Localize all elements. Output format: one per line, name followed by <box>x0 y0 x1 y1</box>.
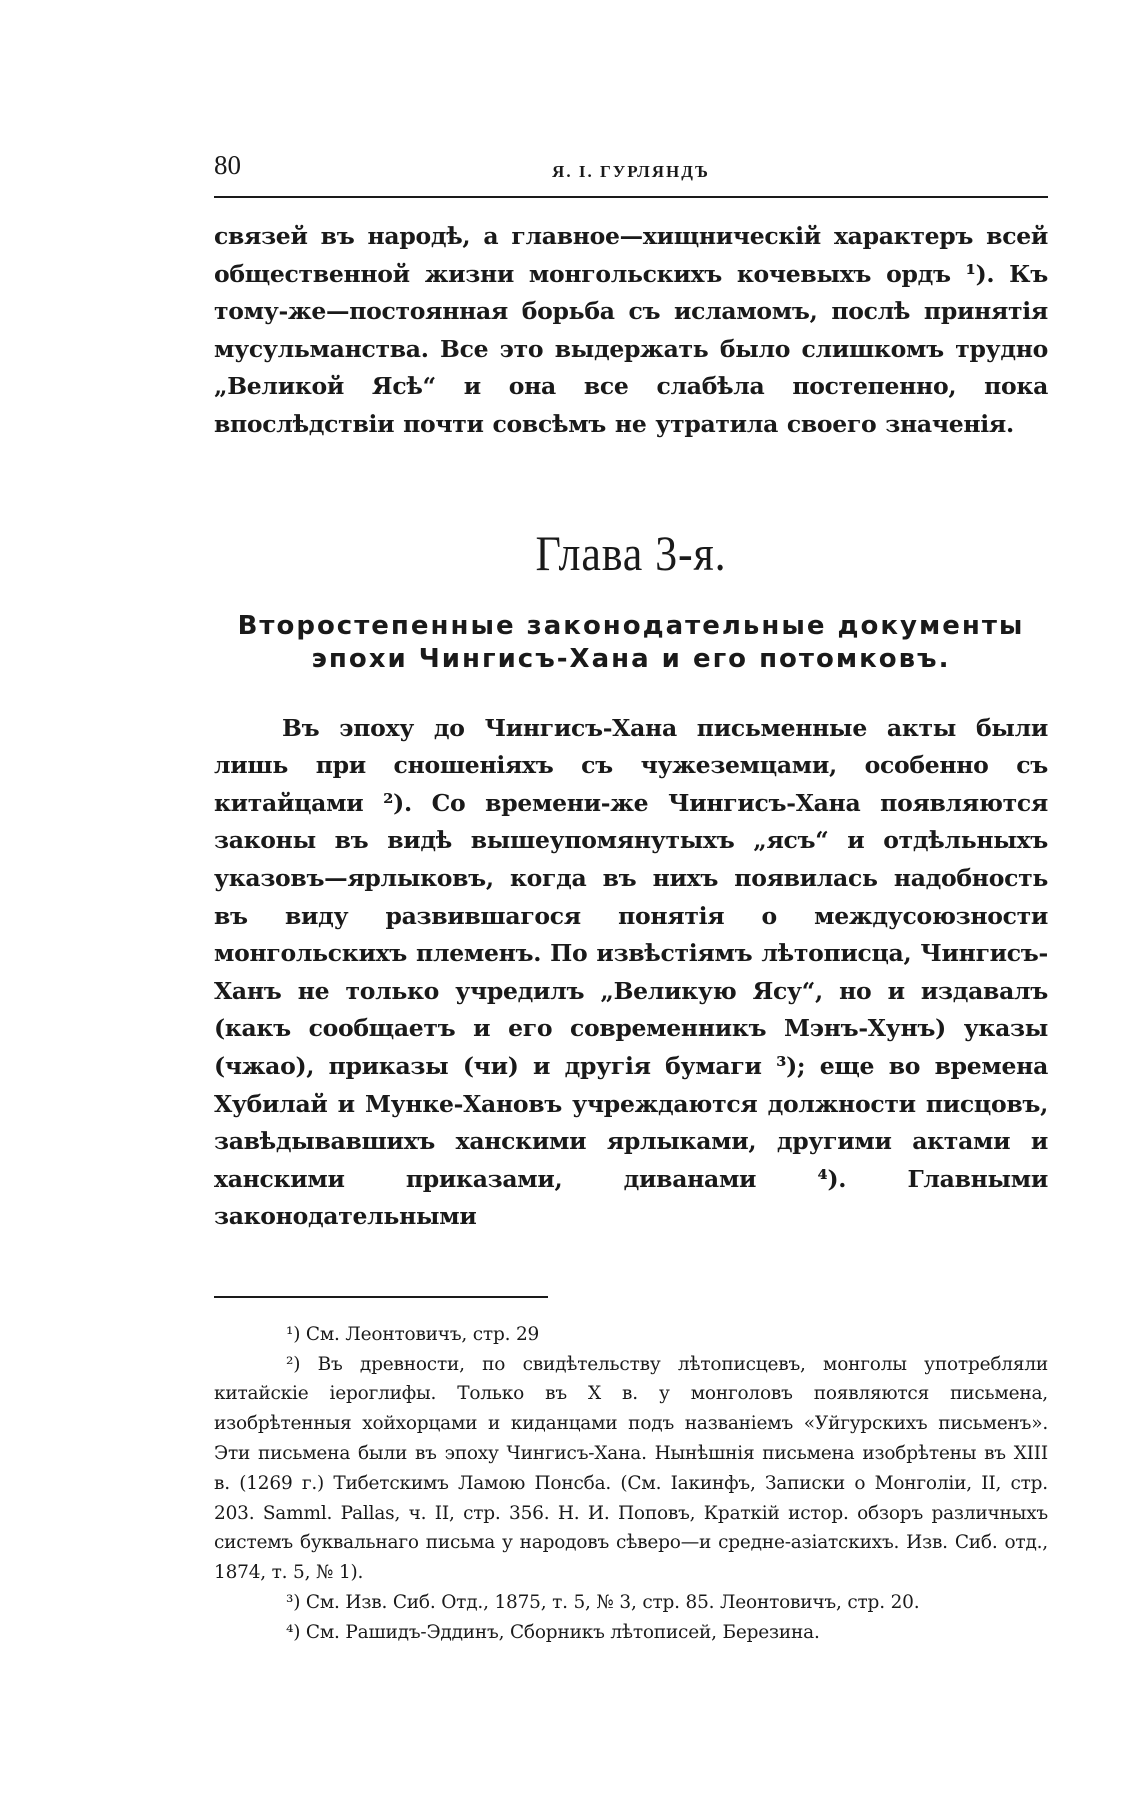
chapter-subtitle-line-2: эпохи Чингисъ-Хана и его потомковъ. <box>311 643 951 674</box>
book-page <box>214 150 1048 1648</box>
footnote-3: ³) См. Изв. Сиб. Отд., 1875, т. 5, № 3, стр. 85. Леонтовичъ, стр. 20. <box>286 1592 920 1614</box>
chapter-subtitle <box>214 610 1048 676</box>
chapter-title: Глава 3-я. <box>535 524 727 581</box>
header-rule <box>214 196 1048 198</box>
running-title: Я. I. ГУРЛЯНДЪ <box>552 162 710 181</box>
footnote-4: ⁴) См. Рашидъ-Эддинъ, Сборникъ лѣтописей, Березина. <box>286 1621 820 1643</box>
footnote-rule <box>214 1296 548 1298</box>
top-paragraph: связей въ народѣ, а главное—хищническій характеръ всей общественной жизни монгольскихъ кочевыхъ ордъ ¹). Къ тому-же—постоянная борьба съ исламомъ, послѣ принятія мусульманства. Все это выдержать было слишкомъ трудно „Великой Ясѣ“ и она все слабѣла постепенно, пока впослѣдствіи почти совсѣмъ не утратила своего значенія. <box>214 222 1048 438</box>
footnotes <box>214 1320 1048 1648</box>
footnote-2: ²) Въ древности, по свидѣтельству лѣтописцевъ, монголы употребляли китайскіе іероглифы. Только въ X в. у монголовъ появляются письмена, изобрѣтенныя хойхорцами и киданцами подъ названіемъ «Уйгурскихъ письменъ». Эти письмена были въ эпоху Чингисъ-Хана. Нынѣшнія письмена изобрѣтены въ XIII в. (1269 г.) Тибетскимъ Ламою Понсба. (См. Іакинфъ, Записки о Монголіи, II, стр. 203. Samml. Pallas, ч. II, стр. 356. Н. И. Поповъ, Краткій истор. обзоръ различныхъ системъ буквальнаго письма у народовъ сѣверо—и средне-азіатскихъ. Изв. Сиб. отд., 1874, т. 5, № 1). <box>214 1353 1048 1584</box>
page-number: 80 <box>214 150 241 180</box>
footnote-1: ¹) См. Леонтовичъ, стр. 29 <box>286 1323 540 1345</box>
running-head <box>214 150 1048 194</box>
chapter-subtitle-line-1: Второстепенные законодательные документы <box>237 610 1025 641</box>
main-paragraph: Въ эпоху до Чингисъ-Хана письменные акты были лишь при сношеніяхъ съ чужеземцами, особенно съ китайцами ²). Со времени-же Чингисъ-Хана появляются законы въ видѣ вышеупомянутыхъ „ясъ“ и отдѣльныхъ указовъ—ярлыковъ, когда въ нихъ появилась надобность въ виду развившагося понятія о междусоюзности монгольскихъ племенъ. По извѣстіямъ лѣтописца, Чингисъ-Ханъ не только учредилъ „Великую Ясу“, но и издавалъ (какъ сообщаетъ и его современникъ Мэнъ-Хунъ) указы (чжао), приказы (чи) и другія бумаги ³); еще во времена Хубилай и Мунке-Хановъ учреждаются должности писцовъ, завѣдывавшихъ ханскими ярлыками, другими актами и ханскими приказами, диванами ⁴). Главными законодательными <box>214 713 1048 1231</box>
